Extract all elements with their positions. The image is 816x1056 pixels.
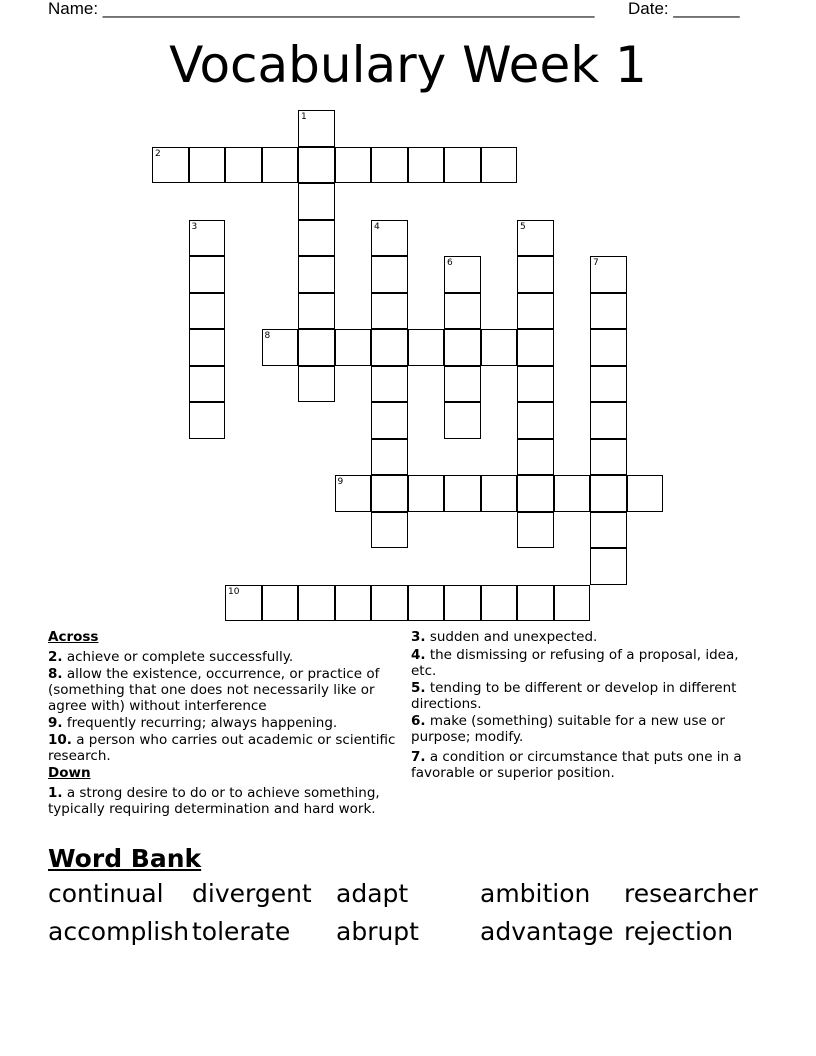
clue-down-1: 1. a strong desire to do or to achieve something, typically requiring determination and hard work. [48, 785, 380, 817]
word-bank-item: advantage [480, 917, 614, 946]
crossword-cell[interactable] [298, 220, 335, 257]
crossword-cell[interactable] [481, 475, 518, 512]
clue-number: 5 [520, 221, 526, 232]
crossword-cell[interactable] [590, 512, 627, 549]
word-bank-item: researcher [624, 879, 758, 908]
crossword-cell[interactable] [444, 475, 481, 512]
crossword-cell[interactable] [371, 293, 408, 330]
crossword-cell[interactable] [371, 147, 408, 184]
crossword-cell[interactable] [262, 585, 299, 622]
crossword-cell[interactable] [590, 439, 627, 476]
crossword-cell[interactable] [262, 329, 299, 366]
crossword-cell[interactable] [298, 183, 335, 220]
crossword-cell[interactable] [335, 585, 372, 622]
crossword-cell[interactable] [152, 147, 189, 184]
clue-number: 3 [191, 221, 198, 232]
clue-down-5: 5. tending to be different or develop in different directions. [411, 680, 737, 712]
clue-across-8: 8. allow the existence, occurrence, or practice of (something that one does not necessarily like or agree with) without interference [48, 666, 380, 714]
word-bank-item: accomplish [48, 917, 190, 946]
crossword-cell[interactable] [371, 402, 408, 439]
crossword-cell[interactable] [189, 366, 226, 403]
crossword-cell[interactable] [590, 366, 627, 403]
crossword-cell[interactable] [371, 366, 408, 403]
date-field-label: Date: _______ [628, 0, 740, 18]
crossword-cell[interactable] [517, 366, 554, 403]
crossword-cell[interactable] [444, 585, 481, 622]
crossword-cell[interactable] [298, 147, 335, 184]
clues-right-column [411, 629, 757, 782]
clue-number: 6 [447, 258, 453, 268]
crossword-cell[interactable] [590, 548, 627, 585]
crossword-cell[interactable] [225, 147, 262, 184]
crossword-cell[interactable] [371, 475, 408, 512]
clue-across-10: 10. a person who carries out academic or scientific research. [48, 732, 396, 764]
clue-number: 4 [374, 221, 380, 232]
clue-number: 9 [337, 477, 344, 487]
crossword-cell[interactable] [298, 110, 335, 147]
word-bank-item: rejection [624, 917, 734, 946]
clue-number: 7 [593, 258, 599, 268]
crossword-cell[interactable] [298, 366, 335, 403]
page-title: Vocabulary Week 1 [169, 36, 647, 94]
crossword-cell[interactable] [517, 402, 554, 439]
word-bank-item: ambition [480, 879, 591, 908]
crossword-cell[interactable] [335, 147, 372, 184]
crossword-cell[interactable] [262, 147, 299, 184]
clue-number: 10 [228, 586, 240, 597]
crossword-cell[interactable] [517, 585, 554, 622]
crossword-cell[interactable] [298, 293, 335, 330]
crossword-cell[interactable] [408, 475, 445, 512]
crossword-cell[interactable] [444, 293, 481, 330]
clue-number: 1 [301, 112, 307, 122]
crossword-cell[interactable] [189, 147, 226, 184]
crossword-cell[interactable] [371, 256, 408, 293]
down-clue-list-left [48, 785, 400, 817]
crossword-cell[interactable] [444, 402, 481, 439]
word-bank-item: continual [48, 879, 164, 908]
crossword-cell[interactable] [444, 329, 481, 366]
crossword-cell[interactable] [408, 329, 445, 366]
crossword-cell[interactable] [627, 475, 664, 512]
crossword-cell[interactable] [371, 439, 408, 476]
word-bank-item: abrupt [336, 917, 419, 946]
crossword-cell[interactable] [408, 147, 445, 184]
crossword-cell[interactable] [517, 512, 554, 549]
crossword-cell[interactable] [371, 329, 408, 366]
crossword-cell[interactable] [189, 402, 226, 439]
word-bank-item: tolerate [192, 917, 291, 946]
word-bank-item: adapt [336, 879, 409, 908]
across-header: Across [48, 629, 99, 645]
down-header: Down [48, 765, 91, 781]
clue-across-9: 9. frequently recurring; always happening. [48, 715, 338, 731]
clue-down-4: 4. the dismissing or refusing of a proposal, idea, etc. [411, 647, 739, 679]
clue-down-3: 3. sudden and unexpected. [411, 629, 598, 645]
crossword-cell[interactable] [371, 220, 408, 257]
crossword-cell[interactable] [517, 439, 554, 476]
clue-down-6: 6. make (something) suitable for a new use or purpose; modify. [411, 713, 725, 745]
crossword-cell[interactable] [517, 293, 554, 330]
crossword-cell[interactable] [371, 585, 408, 622]
crossword-cell[interactable] [189, 293, 226, 330]
crossword-cell[interactable] [189, 256, 226, 293]
clue-down-7: 7. a condition or circumstance that puts one in a favorable or superior position. [411, 749, 742, 781]
crossword-cell[interactable] [590, 475, 627, 512]
word-bank [48, 878, 788, 948]
crossword-cell[interactable] [444, 256, 481, 293]
clue-number: 8 [264, 331, 271, 341]
crossword-cell[interactable] [298, 256, 335, 293]
crossword-cell[interactable] [517, 256, 554, 293]
crossword-cell[interactable] [335, 329, 372, 366]
word-bank-title: Word Bank [48, 844, 202, 873]
crossword-cell[interactable] [225, 585, 262, 622]
clue-number: 2 [155, 148, 161, 159]
crossword-cell[interactable] [554, 585, 591, 622]
crossword-cell[interactable] [371, 512, 408, 549]
clue-across-2: 2. achieve or complete successfully. [48, 649, 294, 665]
name-field-label: Name: ____________________________________________________ [48, 0, 595, 18]
crossword-cell[interactable] [298, 585, 335, 622]
crossword-cell[interactable] [444, 147, 481, 184]
crossword-cell[interactable] [517, 475, 554, 512]
crossword-cell[interactable] [481, 585, 518, 622]
crossword-cell[interactable] [590, 329, 627, 366]
crossword-cell[interactable] [590, 402, 627, 439]
crossword-cell[interactable] [517, 220, 554, 257]
crossword-cell[interactable] [554, 475, 591, 512]
crossword-cell[interactable] [335, 475, 372, 512]
word-bank-item: divergent [192, 879, 312, 908]
header [48, 0, 740, 18]
crossword-cell[interactable] [590, 256, 627, 293]
crossword-cell[interactable] [481, 147, 518, 184]
crossword-cell[interactable] [481, 329, 518, 366]
crossword-cell[interactable] [517, 329, 554, 366]
crossword-cell[interactable] [590, 293, 627, 330]
crossword-cell[interactable] [408, 585, 445, 622]
crossword-cell[interactable] [298, 329, 335, 366]
crossword-cell[interactable] [444, 366, 481, 403]
across-clue-list [48, 649, 400, 764]
clues-left-column [48, 629, 400, 818]
crossword-cell[interactable] [189, 329, 226, 366]
crossword-cell[interactable] [189, 220, 226, 257]
